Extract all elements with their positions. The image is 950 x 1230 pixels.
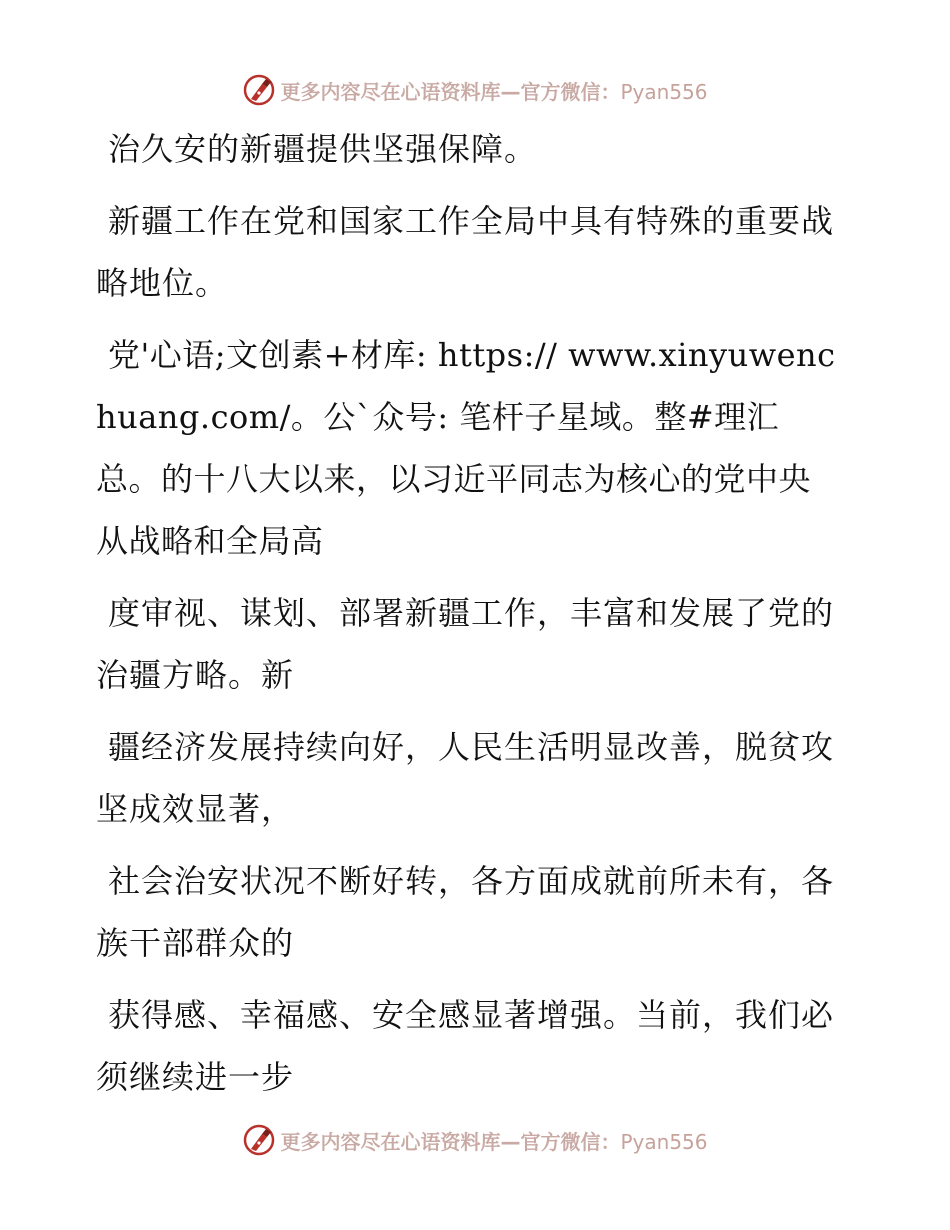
banner-text: 更多内容尽在心语资料库—官方微信：Pyan556 xyxy=(280,79,708,104)
paragraph: 度审视、谋划、部署新疆工作，丰富和发展了党的治疆方略。新 xyxy=(96,594,835,694)
wechat-id: Pyan556 xyxy=(620,1129,708,1154)
document-body xyxy=(96,118,836,1118)
banner-text: 更多内容尽在心语资料库—官方微信：Pyan556 xyxy=(280,1129,708,1154)
paragraph: 治久安的新疆提供坚强保障。 xyxy=(108,130,538,168)
paragraph: 新疆工作在党和国家工作全局中具有特殊的重要战略地位。 xyxy=(96,202,835,302)
footer-banner xyxy=(0,1120,950,1160)
pen-nib-logo-icon xyxy=(242,73,276,107)
pen-nib-logo-icon xyxy=(242,1123,276,1157)
paragraph: 党'心语;文创素+材库: https:// www.xinyuwenchuang.com/。公`众号: 笔杆子星域。整#理汇总。的十八大以来，以习近平同志为核心的党中央从战略和全局高 xyxy=(96,336,836,560)
paragraph: 社会治安状况不断好转，各方面成就前所未有，各族干部群众的 xyxy=(96,862,835,962)
paragraph: 获得感、幸福感、安全感显著增强。当前，我们必须继续进一步 xyxy=(96,996,835,1096)
wechat-id: Pyan556 xyxy=(620,79,708,104)
paragraph: 疆经济发展持续向好，人民生活明显改善，脱贫攻坚成效显著， xyxy=(96,728,835,828)
header-banner xyxy=(0,70,950,110)
